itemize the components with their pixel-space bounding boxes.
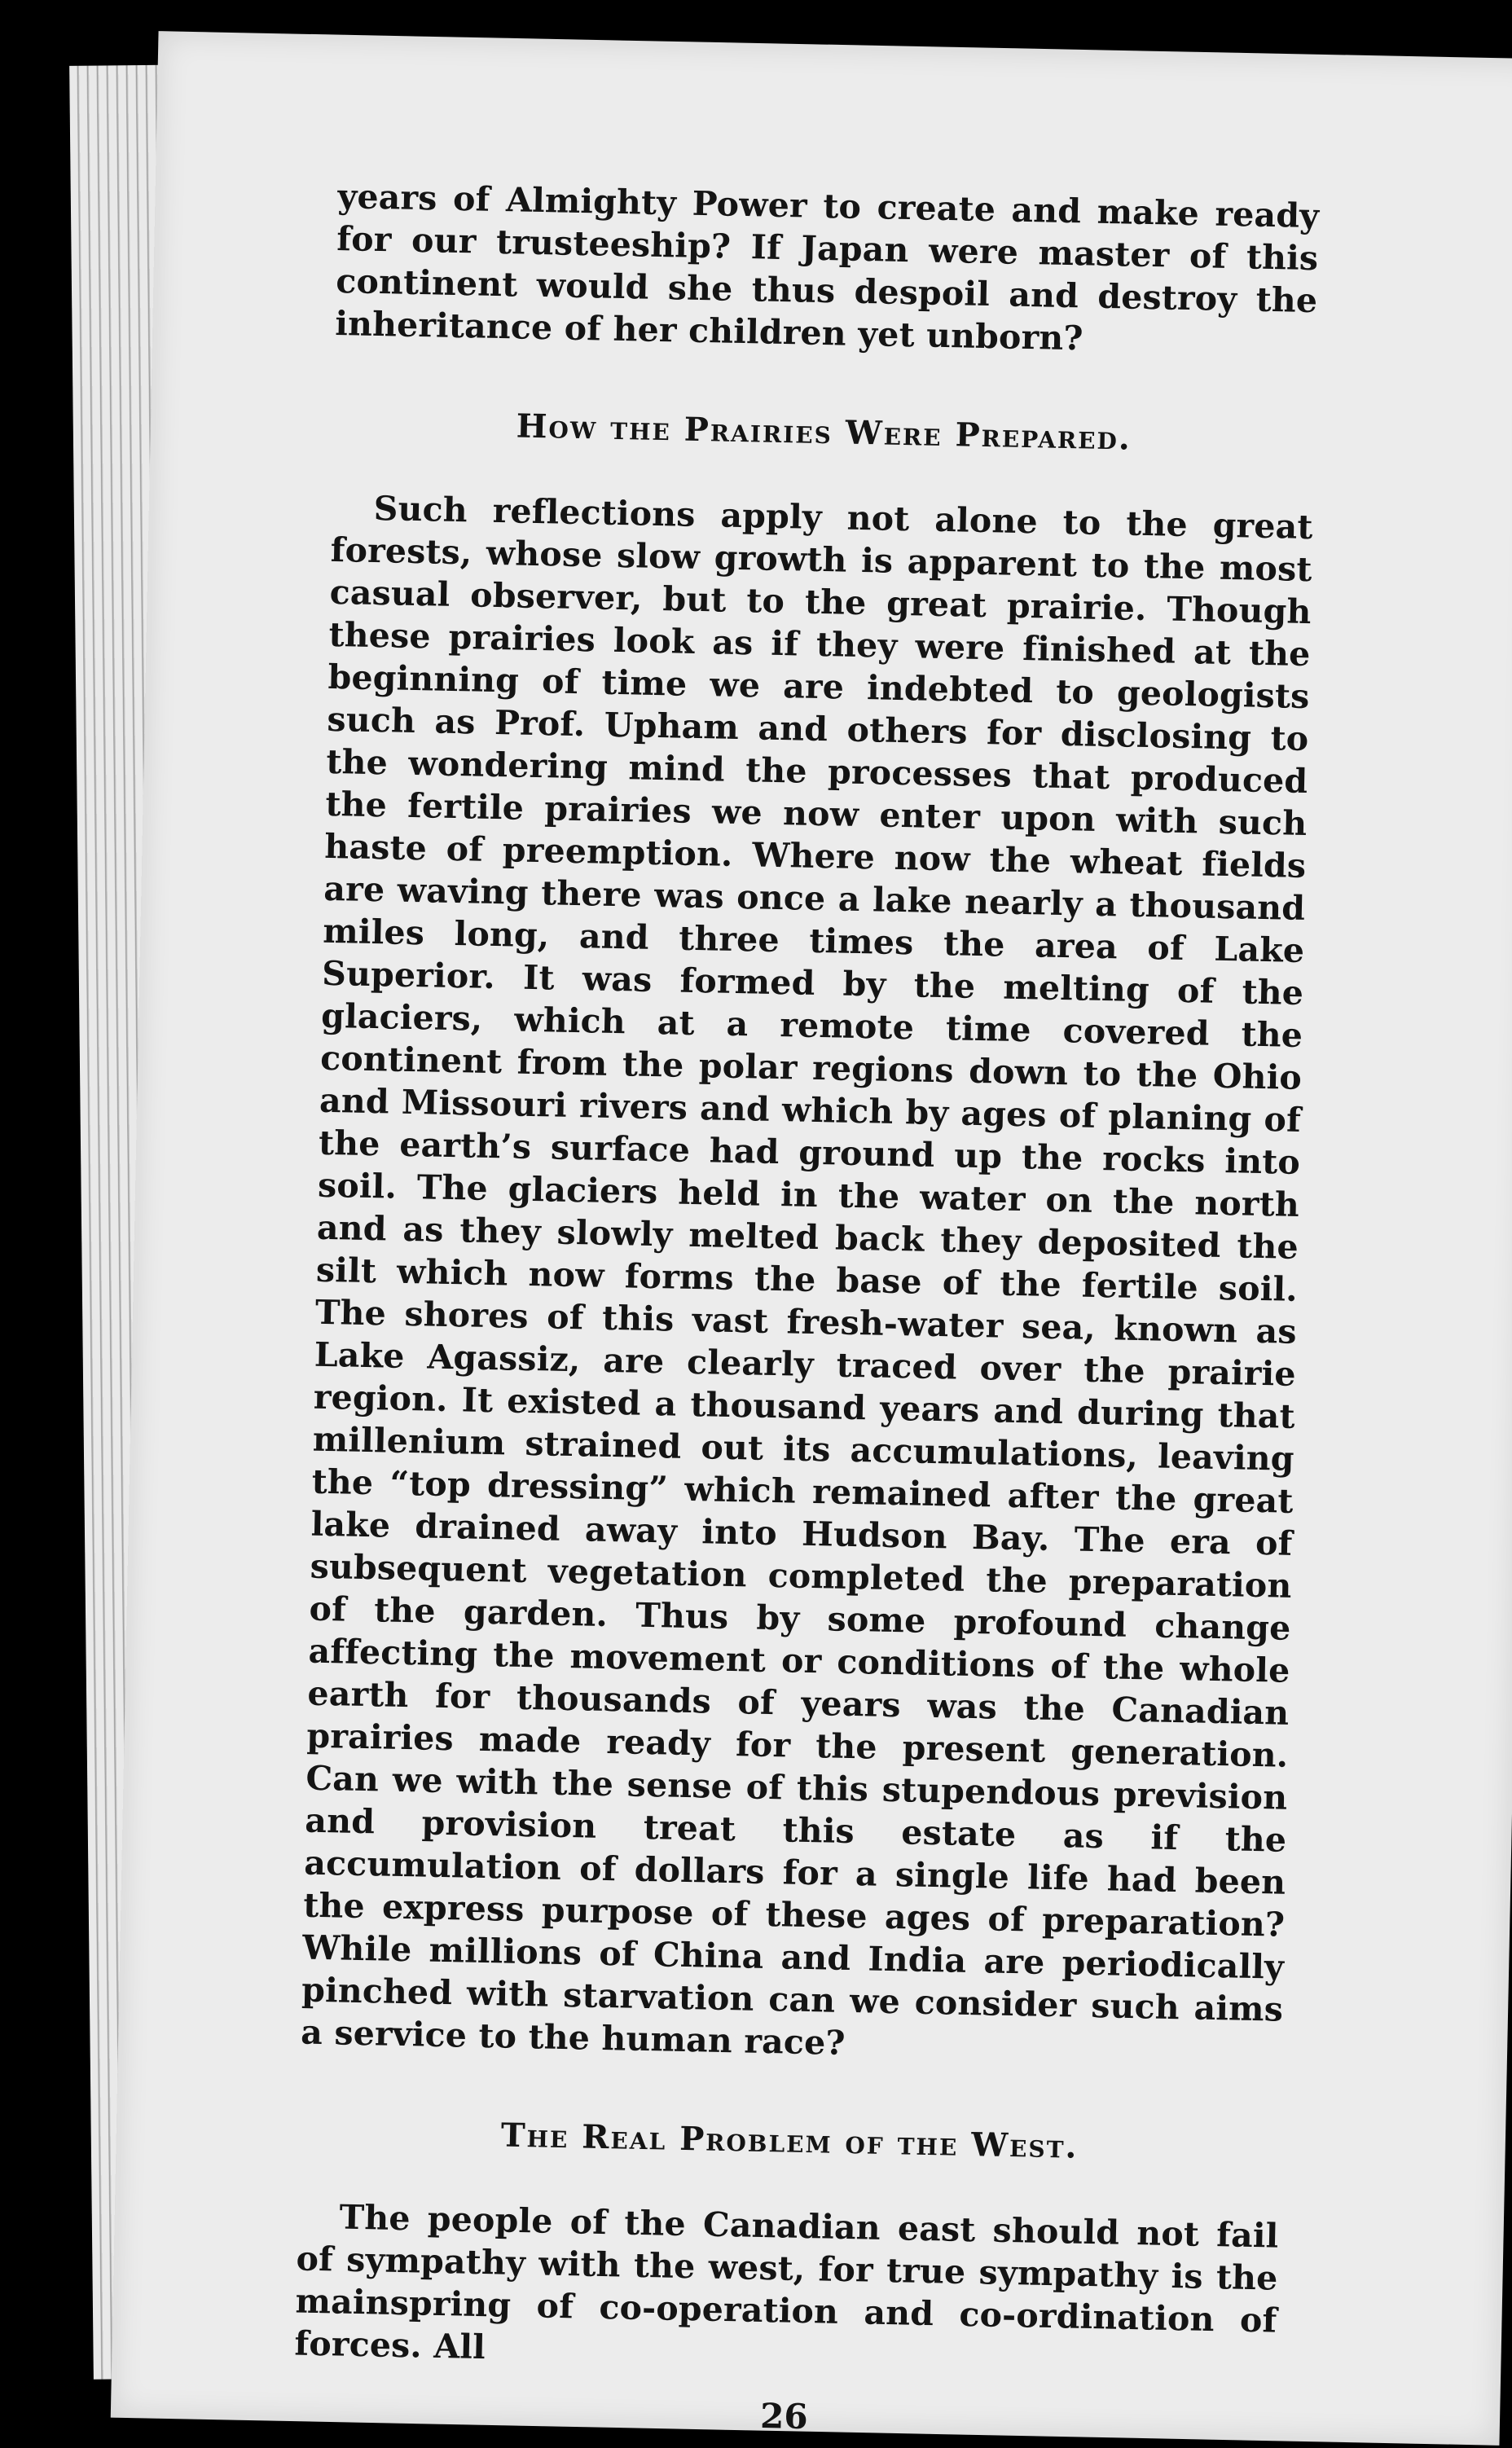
section-heading-real-problem: The Real Problem of the West. [500, 2116, 1079, 2166]
page-number: 26 [759, 2395, 809, 2437]
real-problem-paragraph: The people of the Canadian east should not fail of sympathy with the west, for true sympathy is the mainspring of co-operation and co-ordination of forces. All [294, 2197, 1279, 2367]
page-text-block [292, 175, 1319, 2448]
section-heading-prairies: How the Prairies Were Prepared. [516, 407, 1132, 458]
opening-paragraph: years of Almighty Power to create and make ready for our trusteeship? If Japan were master of this continent would she thus despoil and destroy the inheritance of her children yet unborn? [334, 176, 1320, 358]
prairies-paragraph: Such reflections apply not alone to the great forests, whose slow growth is apparent to the most casual observer, but to the great prairie. Though these prairies look as if they were finished at the beginning of time we are indebted to geologists such as Prof. Upham and others for disclosing to the wondering mind the processes that produced the fertile prairies we now enter upon with such haste of preemption. Where now the wheat fields are waving there was once a lake nearly a thousand miles long, and three times the area of Lake Superior. It was formed by the melting of the glaciers, which at a remote time covered the continent from the polar regions down to the Ohio and Missouri rivers and which by ages of planing of the earth’s surface had ground up the rocks into soil. The glaciers held in the water on the north and as they slowly melted back they deposited the silt which now forms the base of the fertile soil. The shores of this vast fresh-water sea, known as Lake Agassiz, are clearly traced over the prairie region. It existed a thousand years and during that millenium strained out its accumulations, leaving the “top dressing” which remained after the great lake drained away into Hudson Bay. The era of subsequent vegetation completed the preparation of the garden. Thus by some profound change affecting the movement or conditions of the whole earth for thousands of years was the Canadian prairies made ready for the present generation. Can we with the sense of this stupendous prevision and provision treat this estate as if the accumulation of dollars for a single life had been the express purpose of these ages of preparation? While millions of China and India are periodically pinched with starvation can we consider such aims a service to the human race? [300, 488, 1314, 2063]
